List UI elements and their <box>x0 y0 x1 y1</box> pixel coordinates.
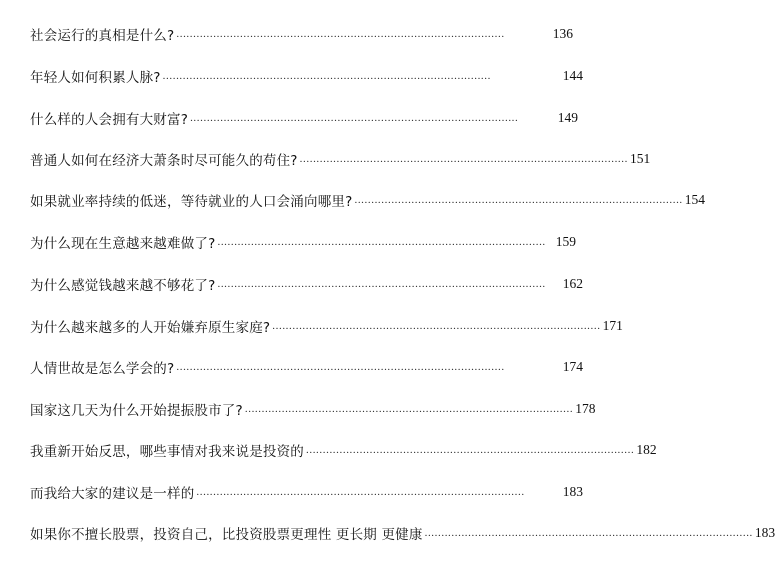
toc-entry-title: 如果你不擅长股票，投资自己，比投资股票更理性 更长期 更健康 <box>30 527 423 543</box>
toc-leader-dots: .................................................................................................. <box>306 444 635 456</box>
toc-page-number: 136 <box>552 26 573 41</box>
toc-entry-title: 为什么感觉钱越来越不够花了? <box>30 278 216 294</box>
toc-page-number: 149 <box>557 110 578 125</box>
toc-leader-dots: .................................................................................................. <box>196 486 525 498</box>
toc-leader-dots: .................................................................................................. <box>217 236 546 248</box>
toc-page-number: 183 <box>754 525 775 540</box>
toc-leader-dots: .................................................................................................. <box>162 70 491 82</box>
toc-entry-title: 国家这几天为什么开始提振股市了? <box>30 403 243 419</box>
toc-page-number: 154 <box>684 192 706 207</box>
toc-entry-title: 而我给大家的建议是一样的 <box>30 486 195 502</box>
toc-page-number: 174 <box>562 359 583 374</box>
toc-page-number: 144 <box>562 68 583 83</box>
toc-entry-title: 我重新开始反思，哪些事情对我来说是投资的 <box>30 444 304 460</box>
toc-entry-title: 年轻人如何积累人脉? <box>30 70 161 86</box>
toc-page-number: 182 <box>636 442 657 457</box>
toc-entry-title: 社会运行的真相是什么? <box>30 28 175 44</box>
toc-page-number: 151 <box>629 151 651 166</box>
toc-leader-dots: .................................................................................................. <box>244 403 574 415</box>
toc-entry[interactable] <box>30 439 657 461</box>
toc-page-number: 183 <box>562 484 583 499</box>
toc-entry-title: 人情世故是怎么学会的? <box>30 361 175 377</box>
toc-entry-title: 为什么现在生意越来越难做了? <box>30 236 216 252</box>
toc-entry[interactable] <box>30 189 706 211</box>
toc-entry-title: 为什么越来越多的人开始嫌弃原生家庭? <box>30 320 271 336</box>
toc-leader-dots: .................................................................................................. <box>176 361 505 373</box>
toc-entry[interactable] <box>30 356 583 378</box>
toc-entry[interactable] <box>30 522 775 544</box>
toc-entry-title: 如果就业率持续的低迷，等待就业的人口会涌向哪里? <box>30 194 353 210</box>
toc-page-number: 171 <box>602 318 623 333</box>
toc-entry[interactable] <box>30 65 583 87</box>
toc-entry[interactable] <box>30 481 583 503</box>
toc-entry[interactable] <box>30 231 576 253</box>
toc-leader-dots: .................................................................................................. <box>299 153 628 165</box>
toc-leader-dots: .................................................................................................. <box>424 527 753 539</box>
toc-leader-dots: .................................................................................................. <box>354 194 683 206</box>
toc-page-number: 159 <box>555 234 576 249</box>
toc-entry[interactable] <box>30 148 651 170</box>
toc-page-number: 178 <box>575 401 596 416</box>
toc-entry-title: 普通人如何在经济大萧条时尽可能久的苟住? <box>30 153 298 169</box>
toc-leader-dots: .................................................................................................. <box>190 112 519 124</box>
toc-leader-dots: .................................................................................................. <box>176 28 505 40</box>
toc-leader-dots: .................................................................................................. <box>272 320 601 332</box>
toc-entry[interactable] <box>30 398 596 420</box>
toc-entry[interactable] <box>30 315 623 337</box>
toc-entry[interactable] <box>30 107 578 129</box>
toc-page-number: 162 <box>562 276 583 291</box>
toc-entry[interactable] <box>30 23 573 45</box>
toc-leader-dots: .................................................................................................. <box>217 278 546 290</box>
toc-entry-title: 什么样的人会拥有大财富? <box>30 112 189 128</box>
toc-entry[interactable] <box>30 273 583 295</box>
